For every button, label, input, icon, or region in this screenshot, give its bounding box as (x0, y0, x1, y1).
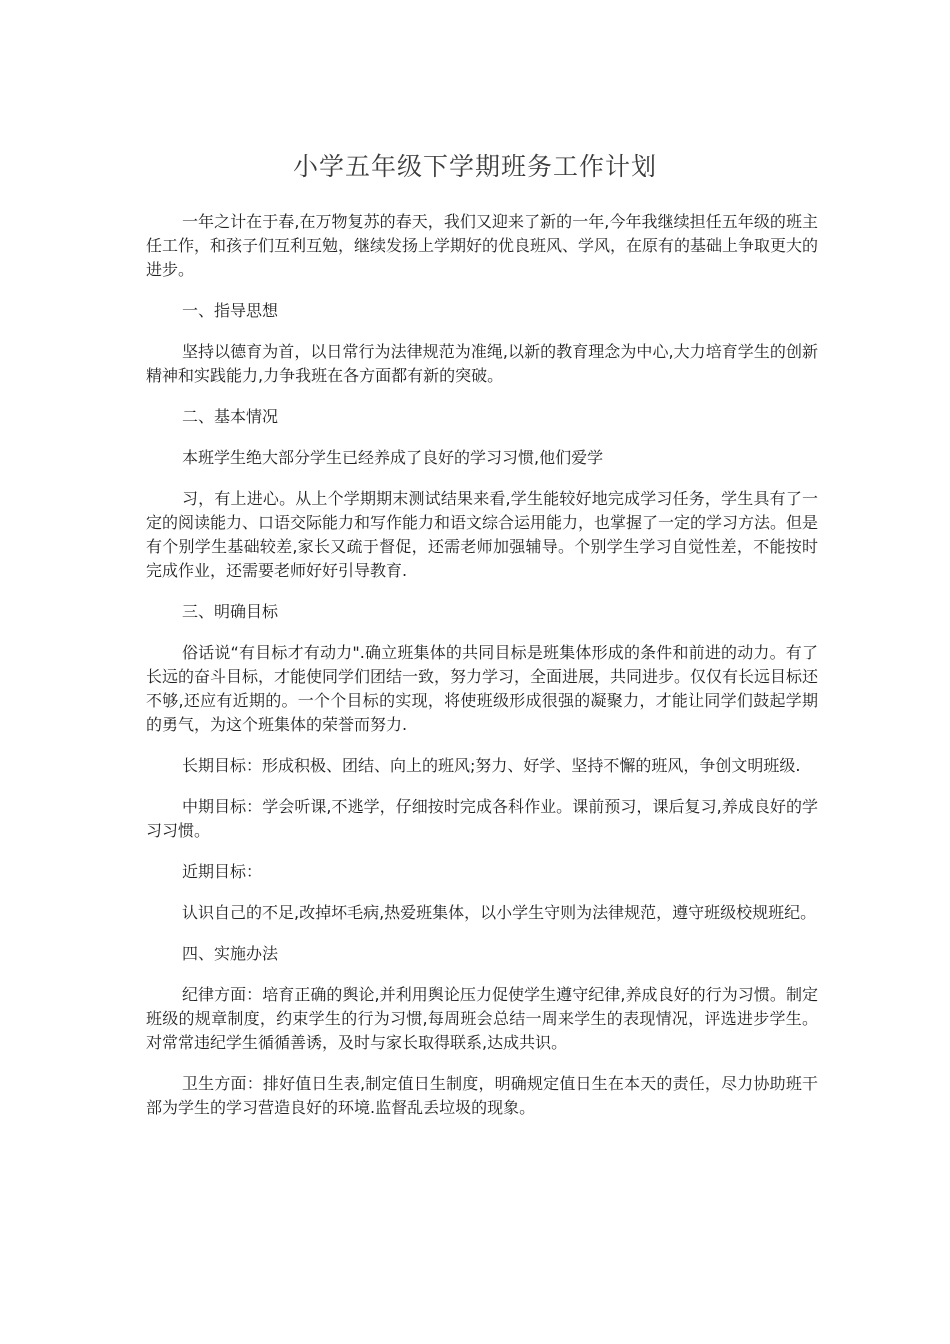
mid-term-goal-paragraph: 中期目标：学会听课,不逃学，仔细按时完成各科作业。课前预习，课后复习,养成良好的学习习惯。 (146, 797, 818, 840)
clear-goals-paragraph: 俗话说“有目标才有动力".确立班集体的共同目标是班集体形成的条件和前进的动力。有了长远的奋斗目标，才能使同学们团结一致，努力学习，全面进展，共同进步。仅仅有长远目标还不够,还应有近期的。一个个目标的实现，将使班级形成很强的凝聚力，才能让同学们鼓起学期的勇气，为这个班集体的荣誉而努力. (146, 643, 819, 734)
guiding-thought-paragraph: 坚持以德育为首，以日常行为法律规范为准绳,以新的教育理念为中心,大力培育学生的创新精神和实践能力,力争我班在各方面都有新的突破。 (146, 342, 818, 385)
short-term-goal-paragraph: 认识自己的不足,改掉坏毛病,热爱班集体，以小学生守则为法律规范，遵守班级校规班纪。 (182, 903, 817, 922)
basic-situation-paragraph-a: 本班学生绝大部分学生已经养成了良好的学习习惯,他们爱学 (182, 448, 604, 467)
long-term-goal-paragraph: 长期目标：形成积极、团结、向上的班风;努力、好学、坚持不懈的班风，争创文明班级. (182, 756, 801, 775)
section-heading-clear-goals: 三、明确目标 (182, 602, 279, 621)
discipline-paragraph: 纪律方面：培育正确的舆论,并利用舆论压力促使学生遵守纪律,养成良好的行为习惯。制定班级的规章制度，约束学生的行为习惯,每周班会总结一周来学生的表现情况，评选进步学生。对常常违纪学生循循善诱，及时与家长取得联系,达成共识。 (146, 985, 818, 1052)
document-body (146, 210, 818, 1137)
document-title: 小学五年级下学期班务工作计划 (292, 152, 657, 181)
intro-paragraph: 一年之计在于春,在万物复苏的春天，我们又迎来了新的一年,今年我继续担任五年级的班主任工作，和孩子们互利互勉，继续发扬上学期好的优良班风、学风，在原有的基础上争取更大的进步。 (146, 212, 819, 279)
section-heading-implementation: 四、实施办法 (182, 944, 279, 963)
hygiene-paragraph: 卫生方面：排好值日生表,制定值日生制度，明确规定值日生在本天的责任，尽力协助班干部为学生的学习营造良好的环境.监督乱丢垃圾的现象。 (146, 1074, 818, 1117)
section-heading-basic-situation: 二、基本情况 (182, 407, 279, 426)
section-heading-guiding-thought: 一、指导思想 (182, 301, 279, 320)
basic-situation-paragraph-b: 习，有上进心。从上个学期期末测试结果来看,学生能较好地完成学习任务，学生具有了一定的阅读能力、口语交际能力和写作能力和语文综合运用能力，也掌握了一定的学习方法。但是有个别学生基础较差,家长又疏于督促，还需老师加强辅导。个别学生学习自觉性差，不能按时完成作业，还需要老师好好引导教育. (146, 489, 819, 580)
short-term-goal-heading: 近期目标： (182, 862, 263, 881)
